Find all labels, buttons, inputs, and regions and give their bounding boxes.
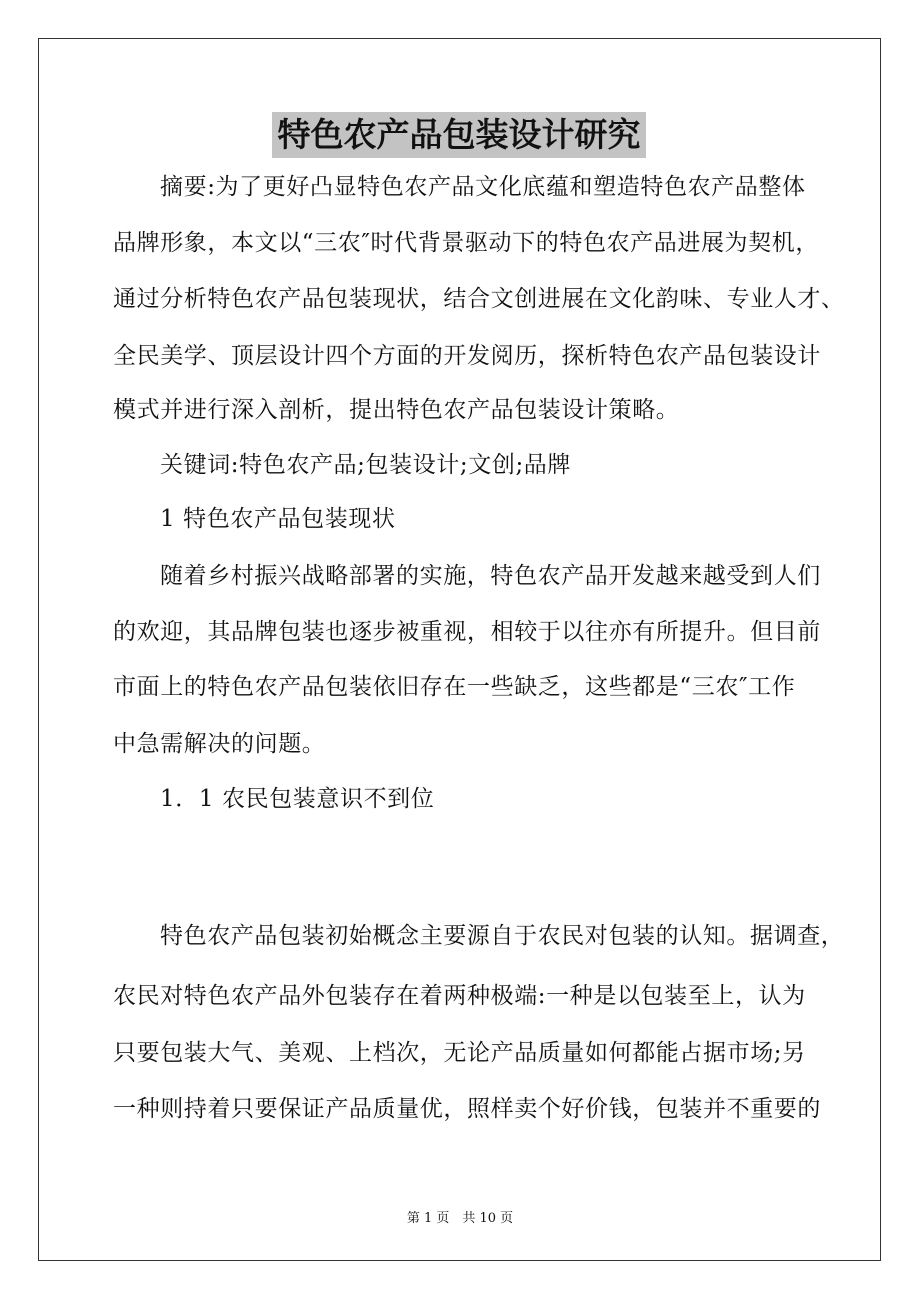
paragraph-line: 的欢迎，其品牌包装也逐步被重视，相较于以往亦有所提升。但目前	[113, 619, 821, 645]
paragraph-line: 一种则持着只要保证产品质量优，照样卖个好价钱，包装并不重要的	[113, 1096, 821, 1122]
section-heading: 1 特色农产品包装现状	[160, 506, 396, 532]
page-border	[38, 38, 881, 1261]
abstract-line: 摘要:为了更好凸显特色农产品文化底蕴和塑造特色农产品整体	[160, 174, 806, 200]
document-title: 特色农产品包装设计研究	[272, 112, 646, 158]
paragraph-line: 只要包装大气、美观、上档次，无论产品质量如何都能占据市场;另	[113, 1040, 806, 1066]
subsection-heading: 1．1 农民包装意识不到位	[160, 786, 435, 812]
abstract-line: 品牌形象，本文以“三农″时代背景驱动下的特色农产品进展为契机，	[113, 230, 819, 256]
paragraph-line: 市面上的特色农产品包装依旧存在一些缺乏，这些都是“三农″工作	[113, 674, 796, 700]
paragraph-line: 中急需解决的问题。	[113, 731, 326, 757]
paragraph-line: 农民对特色农产品外包装存在着两种极端:一种是以包装至上，认为	[113, 983, 806, 1009]
paragraph-line: 随着乡村振兴战略部署的实施，特色农产品开发越来越受到人们	[160, 563, 821, 589]
page-number-footer: 第 1 页 共 10 页	[406, 1211, 514, 1226]
abstract-line: 模式并进行深入剖析，提出特色农产品包装设计策略。	[113, 397, 680, 423]
abstract-line: 通过分析特色农产品包装现状，结合文创进展在文化韵味、专业人才、	[113, 286, 845, 312]
keywords-line: 关键词:特色农产品;包装设计;文创;品牌	[160, 452, 571, 478]
paragraph-line: 特色农产品包装初始概念主要源自于农民对包装的认知。据调查，	[160, 923, 845, 949]
abstract-line: 全民美学、顶层设计四个方面的开发阅历，探析特色农产品包装设计	[113, 343, 821, 369]
